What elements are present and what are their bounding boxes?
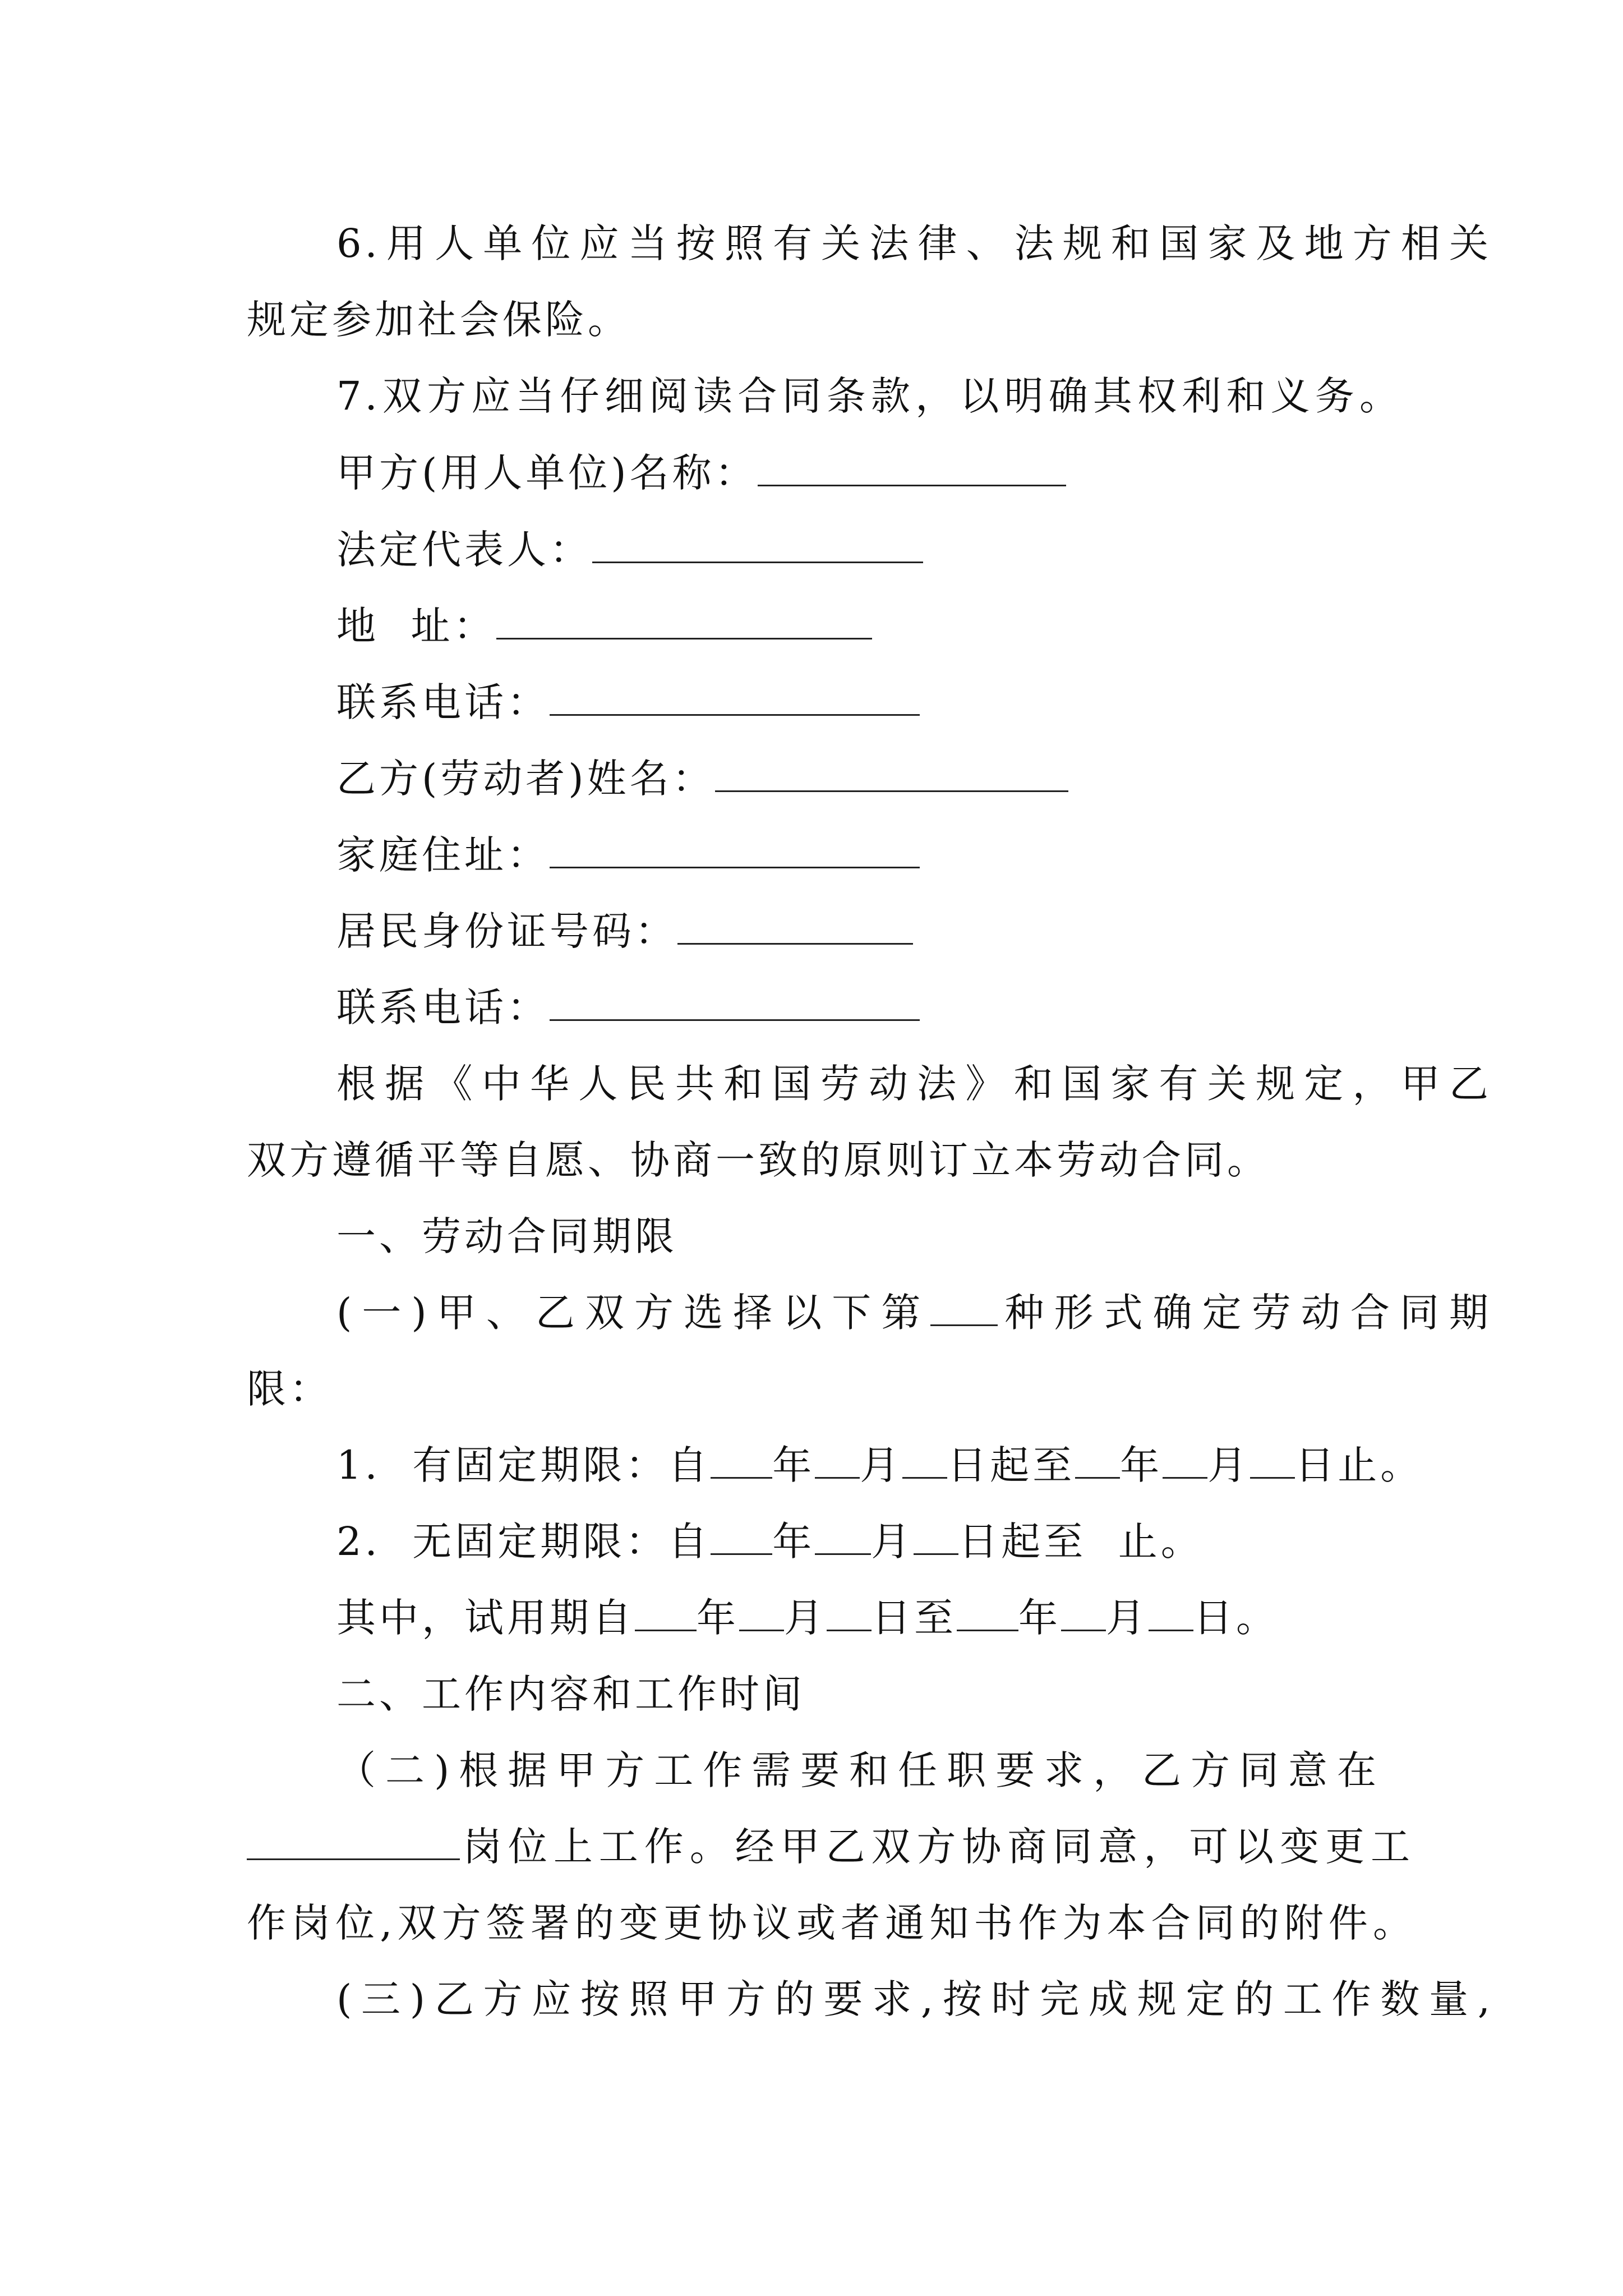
open-term-prefix: 2. 无固定期限：自 xyxy=(336,1519,711,1565)
party-b-name-blank[interactable] xyxy=(715,756,1068,792)
section-1-para-part-b: 种形式确定劳动合同期 xyxy=(998,1290,1492,1336)
party-b-phone-row xyxy=(336,979,1492,1036)
fixed-start-year-blank[interactable] xyxy=(711,1442,772,1479)
probation-end-year-blank[interactable] xyxy=(957,1595,1018,1631)
fixed-end-month-blank[interactable] xyxy=(1163,1442,1207,1479)
section-1-title: 一、劳动合同期限 xyxy=(336,1213,677,1259)
probation-month-2: 月 xyxy=(1106,1595,1149,1641)
party-a-rep-row xyxy=(336,522,1492,578)
clause-6-line-2: 规定参加社会保险。 xyxy=(247,297,630,343)
section-2-para-line-2 xyxy=(247,1819,1413,1875)
party-a-name-blank[interactable] xyxy=(758,450,1066,486)
probation-start-day-blank[interactable] xyxy=(827,1595,872,1631)
open-term-row xyxy=(336,1513,1492,1570)
fixed-year-2: 年 xyxy=(1120,1442,1163,1488)
party-b-home-label: 家庭住址： xyxy=(336,832,550,878)
probation-end-month-blank[interactable] xyxy=(1061,1595,1106,1631)
section-1-para-line-1 xyxy=(336,1285,1492,1341)
intro-line-2: 双方遵循平等自愿、协商一致的原则订立本劳动合同。 xyxy=(247,1137,1270,1183)
position-blank[interactable] xyxy=(247,1824,460,1860)
clause-7: 7.双方应当仔细阅读合同条款，以明确其权利和义务。 xyxy=(336,373,1402,419)
fixed-year-1: 年 xyxy=(772,1442,815,1488)
probation-day-end: 日。 xyxy=(1193,1595,1279,1641)
probation-start-year-blank[interactable] xyxy=(635,1595,697,1631)
section-1-para-line-2: 限： xyxy=(247,1366,332,1412)
probation-row xyxy=(336,1590,1492,1646)
section-3-line-1: (三)乙方应按照甲方的要求,按时完成规定的工作数量, xyxy=(336,1976,1492,2022)
probation-year-2: 年 xyxy=(1018,1595,1061,1641)
probation-start-month-blank[interactable] xyxy=(739,1595,784,1631)
open-start-month-blank[interactable] xyxy=(815,1519,871,1555)
probation-prefix: 其中，试用期自 xyxy=(336,1595,635,1641)
section-2-para-line-1: （二)根据甲方工作需要和任职要求，乙方同意在 xyxy=(336,1747,1380,1793)
party-a-rep-label: 法定代表人： xyxy=(336,527,592,573)
party-a-phone-row xyxy=(336,674,1492,730)
fixed-start-day-blank[interactable] xyxy=(902,1442,947,1479)
section-2-title: 二、工作内容和工作时间 xyxy=(336,1671,805,1717)
fixed-term-row xyxy=(336,1437,1492,1493)
party-a-phone-blank[interactable] xyxy=(550,679,920,716)
intro-line-1: 根据《中华人民共和国劳动法》和国家有关规定，甲乙 xyxy=(336,1061,1492,1107)
fixed-month-2: 月 xyxy=(1207,1442,1251,1488)
open-start-year-blank[interactable] xyxy=(711,1519,772,1555)
party-a-name-label: 甲方(用人单位)名称： xyxy=(336,450,758,496)
probation-year-1: 年 xyxy=(697,1595,739,1641)
party-b-home-row xyxy=(336,827,1492,883)
party-b-id-label: 居民身份证号码： xyxy=(336,908,677,954)
section-2-para-line-2-text: 岗位上工作。经甲乙双方协商同意，可以变更工 xyxy=(460,1824,1413,1870)
party-b-id-blank[interactable] xyxy=(677,908,913,945)
party-b-home-blank[interactable] xyxy=(550,832,920,868)
fixed-start-month-blank[interactable] xyxy=(815,1442,860,1479)
open-year: 年 xyxy=(772,1519,815,1565)
probation-month-1: 月 xyxy=(784,1595,827,1641)
party-a-name-row xyxy=(336,445,1492,501)
probation-end-day-blank[interactable] xyxy=(1149,1595,1193,1631)
party-b-phone-label: 联系电话： xyxy=(336,984,550,1030)
fixed-day-end: 日止。 xyxy=(1295,1442,1423,1488)
section-2-para-line-3: 作岗位,双方签署的变更协议或者通知书作为本合同的附件。 xyxy=(247,1900,1413,1946)
contract-type-blank[interactable] xyxy=(930,1290,998,1326)
party-b-phone-blank[interactable] xyxy=(550,984,920,1021)
fixed-month-1: 月 xyxy=(860,1442,903,1488)
party-a-address-blank[interactable] xyxy=(496,603,872,639)
fixed-end-year-blank[interactable] xyxy=(1075,1442,1120,1479)
section-1-para-part-a: (一)甲、乙双方选择以下第 xyxy=(336,1290,931,1336)
fixed-term-prefix: 1. 有固定期限：自 xyxy=(336,1442,711,1488)
fixed-end-day-blank[interactable] xyxy=(1250,1442,1295,1479)
party-b-name-row xyxy=(336,751,1492,807)
clause-6-line-1: 6.用人单位应当按照有关法律、法规和国家及地方相关 xyxy=(336,220,1492,266)
probation-day-to: 日至 xyxy=(872,1595,957,1641)
fixed-day-from: 日起至 xyxy=(947,1442,1076,1488)
party-a-address-row xyxy=(336,598,1492,654)
party-b-id-row xyxy=(336,903,1492,959)
party-b-name-label: 乙方(劳动者)姓名： xyxy=(336,756,715,802)
party-a-address-label: 地 址： xyxy=(336,603,496,649)
open-start-day-blank[interactable] xyxy=(914,1519,958,1555)
party-a-phone-label: 联系电话： xyxy=(336,679,550,725)
open-month: 月 xyxy=(871,1519,914,1565)
open-day-from: 日起至 止。 xyxy=(958,1519,1204,1565)
party-a-rep-blank[interactable] xyxy=(592,527,923,563)
